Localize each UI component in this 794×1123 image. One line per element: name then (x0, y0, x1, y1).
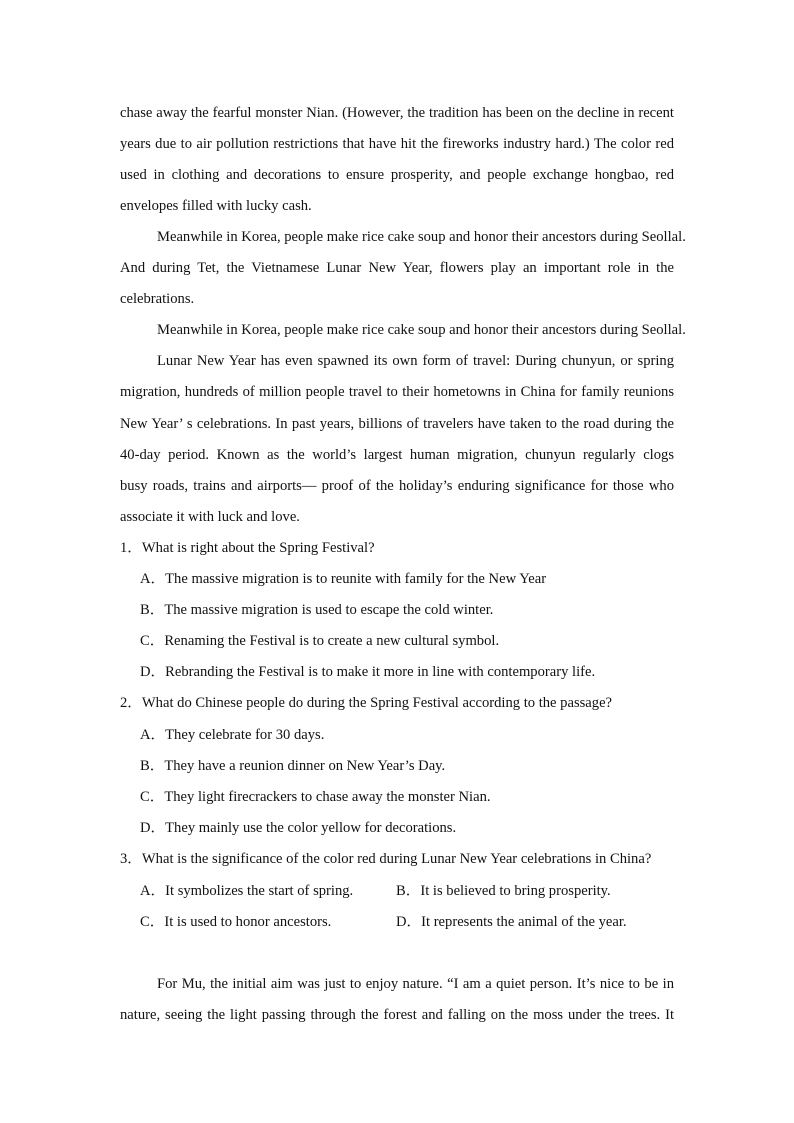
option-2d: D．They mainly use the color yellow for decorations. (140, 820, 457, 836)
question-text: What is right about the Spring Festival? (141, 540, 375, 556)
question-1 (120, 538, 674, 558)
option-1b: B．The massive migration is used to escape the cold winter. (140, 602, 494, 618)
paragraph-line: 40-day period. Known as the world’s largest human migration, chunyun regularly clogs (120, 447, 674, 463)
paragraph-line: migration, hundreds of million people travel to their hometowns in China for family reunions (120, 384, 674, 400)
option-2b: B．They have a reunion dinner on New Year’s Day. (140, 758, 446, 774)
paragraph-line: busy roads, trains and airports— proof of the holiday’s enduring significance for those who (120, 478, 674, 494)
option-3a: A．It symbolizes the start of spring. (140, 883, 354, 899)
option-1d: D．Rebranding the Festival is to make it more in line with contemporary life. (140, 664, 596, 680)
option-3d: D．It represents the animal of the year. (396, 914, 627, 930)
question-number: 3． (120, 851, 142, 867)
question-3 (120, 849, 674, 869)
paragraph-line: celebrations. (120, 291, 195, 307)
paragraph-line: Meanwhile in Korea, people make rice cake soup and honor their ancestors during Seollal. (157, 322, 686, 338)
paragraph-line: nature, seeing the light passing through the forest and falling on the moss under the trees. It (120, 1007, 674, 1023)
question-text: What is the significance of the color red during Lunar New Year celebrations in China? (141, 851, 652, 867)
paragraph-line: New Year’ s celebrations. In past years, billions of travelers have taken to the road during the (120, 416, 674, 432)
paragraph-line: chase away the fearful monster Nian. (However, the tradition has been on the decline in recent (120, 105, 674, 121)
paragraph-line: For Mu, the initial aim was just to enjoy nature. “I am a quiet person. It’s nice to be in (157, 976, 674, 992)
option-1c: C．Renaming the Festival is to create a new cultural symbol. (140, 633, 500, 649)
paragraph-line: Meanwhile in Korea, people make rice cake soup and honor their ancestors during Seollal. (157, 229, 686, 245)
paragraph-line: years due to air pollution restrictions that have hit the fireworks industry hard.) The color red (120, 136, 674, 152)
paragraph-line: Lunar New Year has even spawned its own form of travel: During chunyun, or spring (157, 353, 674, 369)
paragraph-line: And during Tet, the Vietnamese Lunar New Year, flowers play an important role in the (120, 260, 674, 276)
question-text: What do Chinese people do during the Spring Festival according to the passage? (141, 695, 613, 711)
question-number: 2． (120, 695, 142, 711)
paragraph-line: used in clothing and decorations to ensure prosperity, and people exchange hongbao, red (120, 167, 674, 183)
question-number: 1． (120, 540, 142, 556)
option-3c: C．It is used to honor ancestors. (140, 914, 332, 930)
option-2a: A．They celebrate for 30 days. (140, 727, 325, 743)
paragraph-line: associate it with luck and love. (120, 509, 300, 525)
option-1a: A．The massive migration is to reunite with family for the New Year (140, 571, 547, 587)
option-3b: B．It is believed to bring prosperity. (396, 883, 611, 899)
question-2 (120, 693, 674, 713)
paragraph-line: envelopes filled with lucky cash. (120, 198, 312, 214)
option-2c: C．They light firecrackers to chase away the monster Nian. (140, 789, 491, 805)
